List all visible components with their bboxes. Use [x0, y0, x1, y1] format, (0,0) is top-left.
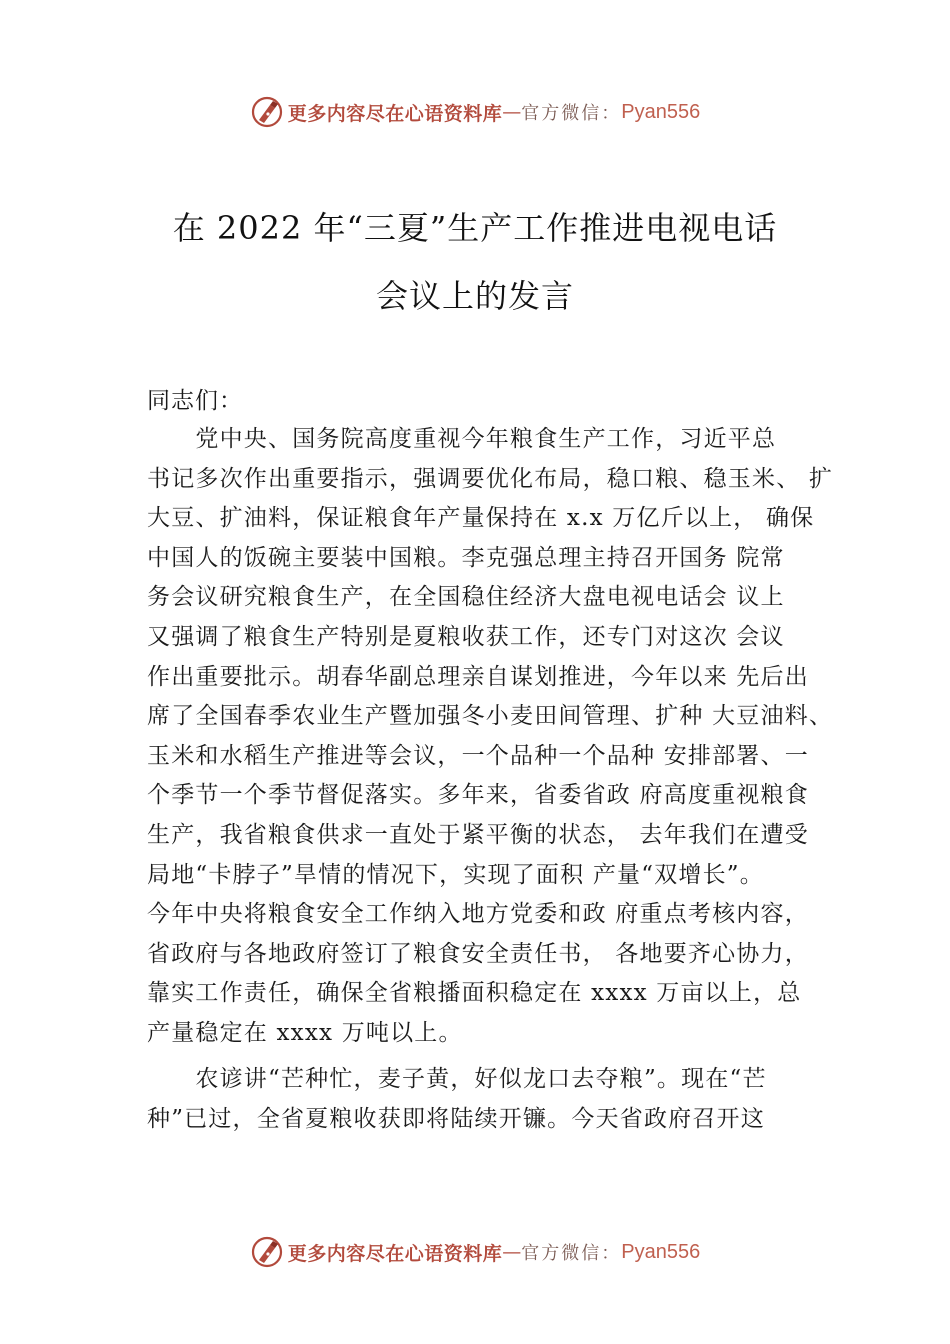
banner-dash: — [502, 101, 522, 123]
footer-banner [0, 1232, 950, 1272]
paragraph-1 [147, 420, 847, 1054]
text-line: 书记多次作出重要指示，强调要优化布局，稳口粮、稳玉米、 扩 [147, 465, 834, 492]
text-line: 种”已过，全省夏粮收获即将陆续开镰。今天省政府召开这 [147, 1105, 765, 1132]
pen-nib-logo-icon [250, 1235, 284, 1269]
document-title-line-1: 在 2022 年“三夏”生产工作推进电视电话 [172, 209, 778, 247]
text-line: 党中央、国务院高度重视今年粮食生产工作，习近平总 [147, 426, 777, 452]
text-line: 大豆、扩油料，保证粮食年产量保持在 x.x 万亿斤以上， 确保 [147, 505, 815, 532]
banner-wechat-label: 官方微信： [521, 103, 622, 124]
text-line: 生产，我省粮食供求一直处于紧平衡的状态， 去年我们在遭受 [147, 821, 809, 848]
banner-account: Pyan556 [621, 1240, 701, 1263]
text-line: 又强调了粮食生产特别是夏粮收获工作，还专门对这次 会议 [147, 623, 785, 650]
paragraph-2 [147, 1060, 847, 1139]
banner-wechat-label: 官方微信： [521, 1243, 622, 1264]
text-line: 务会议研究粮食生产，在全国稳住经济大盘电视电话会 议上 [147, 584, 785, 611]
text-line: 作出重要批示。胡春华副总理亲自谋划推进，今年以来 先后出 [147, 663, 809, 690]
text-line: 玉米和水稻生产推进等会议，一个品种一个品种 安排部署、一 [147, 742, 809, 769]
text-line: 靠实工作责任，确保全省粮播面积稳定在 xxxx 万亩以上，总 [147, 980, 802, 1007]
greeting: 同志们： [147, 388, 243, 414]
banner-dash: — [502, 1241, 522, 1263]
banner-account: Pyan556 [621, 100, 701, 123]
text-line: 局地“卡脖子”旱情的情况下，实现了面积 产量“双增长”。 [147, 861, 764, 888]
text-line: 席了全国春季农业生产暨加强冬小麦田间管理、扩种 大豆油料、 [147, 703, 834, 730]
text-line: 产量稳定在 xxxx 万吨以上。 [147, 1019, 463, 1046]
pen-nib-logo-icon [250, 95, 284, 129]
document-title-line-2: 会议上的发言 [375, 277, 574, 315]
banner-brand: 更多内容尽在心语资料库 [287, 102, 503, 125]
banner-brand: 更多内容尽在心语资料库 [287, 1242, 503, 1265]
header-banner [0, 92, 950, 132]
text-line: 个季节一个季节督促落实。多年来，省委省政 府高度重视粮食 [147, 782, 809, 809]
text-line: 省政府与各地政府签订了粮食安全责任书， 各地要齐心协力， [147, 940, 809, 967]
text-line: 中国人的饭碗主要装中国粮。李克强总理主持召开国务 院常 [147, 544, 785, 571]
text-line: 今年中央将粮食安全工作纳入地方党委和政 府重点考核内容， [147, 901, 809, 928]
text-line: 农谚讲“芒种忙，麦子黄，好似龙口去夺粮”。现在“芒 [147, 1066, 767, 1092]
